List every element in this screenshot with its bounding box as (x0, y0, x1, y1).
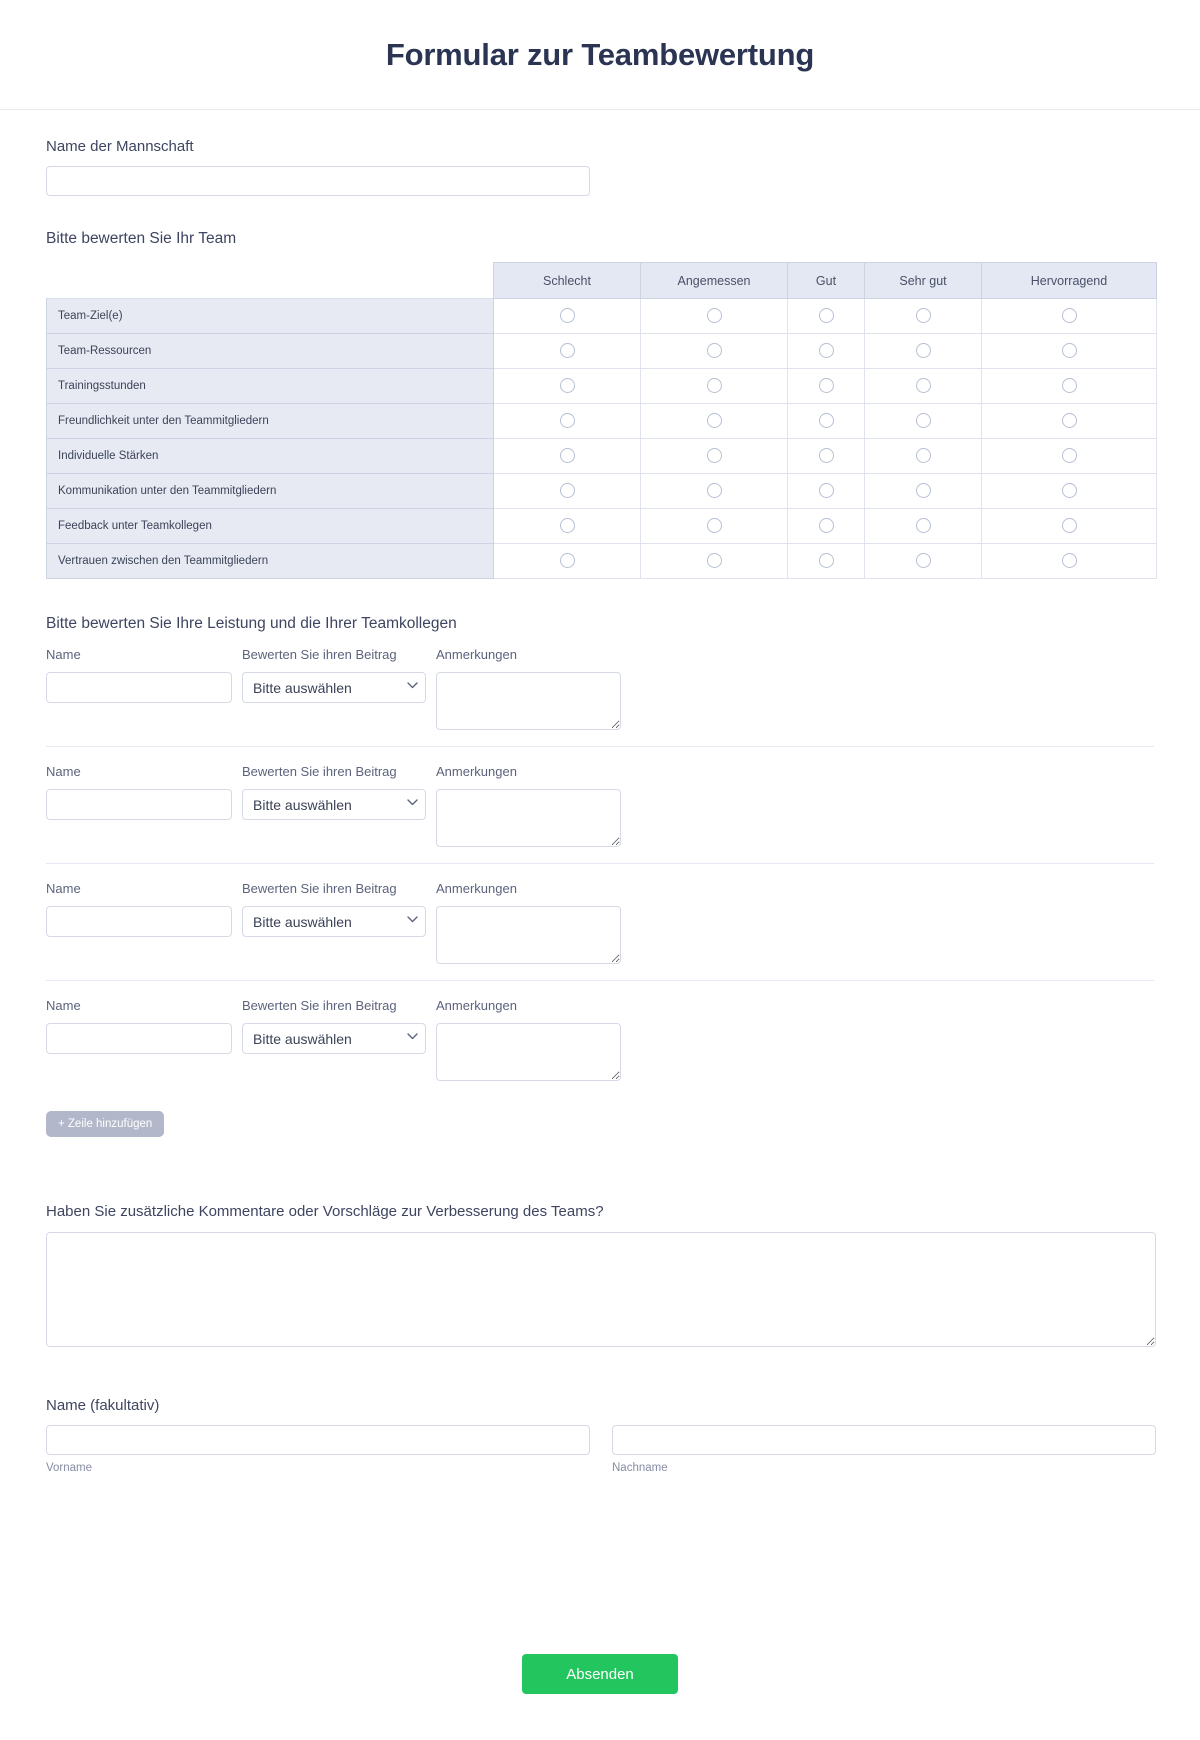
radio-button[interactable] (819, 483, 834, 498)
peer-name-label: Name (46, 881, 81, 896)
radio-button[interactable] (916, 483, 931, 498)
additional-comments-block (46, 1203, 1154, 1352)
form-body (0, 110, 1200, 1474)
add-row-button[interactable]: + Zeile hinzufügen (46, 1111, 164, 1137)
matrix-table-wrap (46, 262, 1154, 579)
matrix-row-label: Freundlichkeit unter den Teammitgliedern (47, 404, 494, 439)
matrix-row-label: Trainingsstunden (47, 369, 494, 404)
matrix-option-cell[interactable] (788, 544, 865, 579)
matrix-option-cell[interactable] (865, 509, 982, 544)
matrix-option-cell[interactable] (641, 404, 788, 439)
peer-rating-label: Bewerten Sie ihren Beitrag (242, 881, 397, 896)
team-name-input[interactable] (46, 166, 590, 196)
matrix-corner-cell (47, 263, 494, 299)
peer-remarks-textarea[interactable] (436, 672, 621, 730)
peer-rating-col (242, 881, 426, 937)
radio-button[interactable] (916, 308, 931, 323)
peer-name-col (46, 881, 232, 937)
matrix-option-cell[interactable] (788, 404, 865, 439)
peer-rating-label: Bewerten Sie ihren Beitrag (242, 647, 397, 662)
radio-button[interactable] (916, 413, 931, 428)
matrix-option-cell[interactable] (865, 544, 982, 579)
matrix-option-cell[interactable] (788, 369, 865, 404)
peer-name-label: Name (46, 998, 81, 1013)
matrix-option-cell[interactable] (641, 474, 788, 509)
matrix-option-cell[interactable] (494, 369, 641, 404)
optional-name-label: Name (fakultativ) (46, 1397, 160, 1414)
radio-button[interactable] (560, 553, 575, 568)
last-name-input[interactable] (612, 1425, 1156, 1455)
radio-button[interactable] (707, 343, 722, 358)
matrix-heading: Bitte bewerten Sie Ihr Team (46, 230, 237, 247)
matrix-option-cell[interactable] (865, 369, 982, 404)
matrix-row-label: Team-Ressourcen (47, 334, 494, 369)
radio-button[interactable] (707, 553, 722, 568)
page-title: Formular zur Teambewertung (385, 36, 815, 72)
peer-remarks-col (436, 998, 621, 1081)
radio-button[interactable] (916, 343, 931, 358)
radio-button[interactable] (707, 308, 722, 323)
radio-button[interactable] (819, 518, 834, 533)
matrix-option-cell[interactable] (865, 404, 982, 439)
rating-matrix-table (46, 262, 1157, 579)
optional-name-block (46, 1397, 1154, 1474)
peer-remarks-col (436, 647, 621, 730)
matrix-option-cell[interactable] (494, 509, 641, 544)
last-name-col (612, 1425, 1156, 1474)
first-name-hint: Vorname (46, 1462, 93, 1474)
peer-name-col (46, 998, 232, 1054)
matrix-column-header: Sehr gut (865, 263, 982, 299)
matrix-option-cell[interactable] (865, 334, 982, 369)
peer-rating-row (46, 746, 1154, 863)
matrix-option-cell[interactable] (641, 334, 788, 369)
matrix-option-cell[interactable] (494, 299, 641, 334)
matrix-column-header: Schlecht (494, 263, 641, 299)
radio-button[interactable] (819, 413, 834, 428)
matrix-option-cell[interactable] (865, 299, 982, 334)
matrix-head (47, 263, 1157, 299)
radio-button[interactable] (916, 518, 931, 533)
peer-remarks-label: Anmerkungen (436, 998, 517, 1013)
peer-remarks-textarea[interactable] (436, 906, 621, 964)
team-name-field (46, 138, 1154, 196)
radio-button[interactable] (560, 483, 575, 498)
radio-button[interactable] (560, 413, 575, 428)
peer-rating-select[interactable] (242, 672, 426, 703)
peer-rating-row (46, 863, 1154, 980)
peer-rating-col (242, 998, 426, 1054)
peer-remarks-col (436, 764, 621, 847)
peer-rows-container (46, 647, 1154, 1097)
peer-rating-select-wrap (242, 672, 426, 703)
matrix-option-cell[interactable] (865, 474, 982, 509)
submit-button[interactable]: Absenden (522, 1654, 678, 1694)
form-header (0, 0, 1200, 110)
radio-button[interactable] (1062, 553, 1077, 568)
radio-button[interactable] (707, 483, 722, 498)
peer-rating-col (242, 647, 426, 703)
matrix-option-cell[interactable] (982, 544, 1157, 579)
peer-rating-select[interactable] (242, 1023, 426, 1054)
matrix-option-cell[interactable] (982, 404, 1157, 439)
radio-button[interactable] (916, 448, 931, 463)
radio-button[interactable] (707, 413, 722, 428)
peer-name-col (46, 764, 232, 820)
matrix-option-cell[interactable] (982, 474, 1157, 509)
table-row (47, 334, 1157, 369)
peer-name-input[interactable] (46, 1023, 232, 1054)
radio-button[interactable] (560, 448, 575, 463)
matrix-section (46, 230, 1154, 579)
matrix-row-label: Kommunikation unter den Teammitgliedern (47, 474, 494, 509)
optional-name-grid (46, 1425, 1154, 1474)
peer-rating-heading: Bitte bewerten Sie Ihre Leistung und die Ihrer Teamkollegen (46, 615, 457, 632)
radio-button[interactable] (819, 448, 834, 463)
radio-button[interactable] (707, 448, 722, 463)
peer-remarks-label: Anmerkungen (436, 881, 517, 896)
matrix-option-cell[interactable] (788, 299, 865, 334)
matrix-option-cell[interactable] (788, 474, 865, 509)
radio-button[interactable] (1062, 413, 1077, 428)
radio-button[interactable] (916, 553, 931, 568)
team-name-label: Name der Mannschaft (46, 138, 194, 155)
matrix-option-cell[interactable] (641, 439, 788, 474)
matrix-row-label: Team-Ziel(e) (47, 299, 494, 334)
table-row (47, 509, 1157, 544)
matrix-option-cell[interactable] (641, 299, 788, 334)
table-row (47, 544, 1157, 579)
matrix-option-cell[interactable] (494, 439, 641, 474)
peer-name-input[interactable] (46, 789, 232, 820)
matrix-row-label: Individuelle Stärken (47, 439, 494, 474)
peer-rating-section (46, 615, 1154, 1137)
additional-comments-textarea[interactable] (46, 1232, 1156, 1347)
peer-rating-label: Bewerten Sie ihren Beitrag (242, 764, 397, 779)
matrix-option-cell[interactable] (982, 299, 1157, 334)
matrix-option-cell[interactable] (494, 404, 641, 439)
radio-button[interactable] (560, 518, 575, 533)
matrix-column-header: Gut (788, 263, 865, 299)
peer-rating-select[interactable] (242, 906, 426, 937)
radio-button[interactable] (819, 308, 834, 323)
matrix-header-row (47, 263, 1157, 299)
radio-button[interactable] (819, 378, 834, 393)
matrix-option-cell[interactable] (788, 334, 865, 369)
matrix-option-cell[interactable] (982, 439, 1157, 474)
radio-button[interactable] (1062, 308, 1077, 323)
matrix-option-cell[interactable] (982, 334, 1157, 369)
peer-name-col (46, 647, 232, 703)
first-name-col (46, 1425, 590, 1474)
radio-button[interactable] (707, 378, 722, 393)
peer-remarks-label: Anmerkungen (436, 647, 517, 662)
radio-button[interactable] (560, 343, 575, 358)
table-row (47, 299, 1157, 334)
matrix-option-cell[interactable] (641, 369, 788, 404)
peer-remarks-label: Anmerkungen (436, 764, 517, 779)
radio-button[interactable] (1062, 518, 1077, 533)
first-name-input[interactable] (46, 1425, 590, 1455)
radio-button[interactable] (560, 378, 575, 393)
form-footer (0, 1598, 1200, 1740)
matrix-option-cell[interactable] (641, 509, 788, 544)
matrix-column-header: Hervorragend (982, 263, 1157, 299)
matrix-option-cell[interactable] (641, 544, 788, 579)
peer-rating-select-wrap (242, 906, 426, 937)
radio-button[interactable] (1062, 483, 1077, 498)
radio-button[interactable] (1062, 343, 1077, 358)
peer-rating-select-wrap (242, 789, 426, 820)
table-row (47, 404, 1157, 439)
matrix-option-cell[interactable] (494, 474, 641, 509)
radio-button[interactable] (819, 553, 834, 568)
peer-name-input[interactable] (46, 672, 232, 703)
radio-button[interactable] (819, 343, 834, 358)
matrix-option-cell[interactable] (494, 334, 641, 369)
radio-button[interactable] (560, 308, 575, 323)
table-row (47, 474, 1157, 509)
peer-rating-select-wrap (242, 1023, 426, 1054)
matrix-row-label: Vertrauen zwischen den Teammitgliedern (47, 544, 494, 579)
peer-name-label: Name (46, 647, 81, 662)
table-row (47, 439, 1157, 474)
matrix-option-cell[interactable] (982, 509, 1157, 544)
matrix-option-cell[interactable] (982, 369, 1157, 404)
peer-rating-col (242, 764, 426, 820)
peer-remarks-textarea[interactable] (436, 1023, 621, 1081)
peer-rating-label: Bewerten Sie ihren Beitrag (242, 998, 397, 1013)
matrix-option-cell[interactable] (788, 509, 865, 544)
additional-comments-label: Haben Sie zusätzliche Kommentare oder Vorschläge zur Verbesserung des Teams? (46, 1203, 604, 1220)
last-name-hint: Nachname (612, 1462, 668, 1474)
table-row (47, 369, 1157, 404)
matrix-option-cell[interactable] (865, 439, 982, 474)
radio-button[interactable] (916, 378, 931, 393)
radio-button[interactable] (1062, 448, 1077, 463)
peer-rating-row (46, 647, 1154, 746)
peer-rating-row (46, 980, 1154, 1097)
matrix-row-label: Feedback unter Teamkollegen (47, 509, 494, 544)
matrix-column-header: Angemessen (641, 263, 788, 299)
radio-button[interactable] (707, 518, 722, 533)
radio-button[interactable] (1062, 378, 1077, 393)
peer-name-input[interactable] (46, 906, 232, 937)
matrix-body (47, 299, 1157, 579)
peer-remarks-textarea[interactable] (436, 789, 621, 847)
matrix-option-cell[interactable] (788, 439, 865, 474)
peer-name-label: Name (46, 764, 81, 779)
peer-rating-select[interactable] (242, 789, 426, 820)
peer-remarks-col (436, 881, 621, 964)
matrix-option-cell[interactable] (494, 544, 641, 579)
